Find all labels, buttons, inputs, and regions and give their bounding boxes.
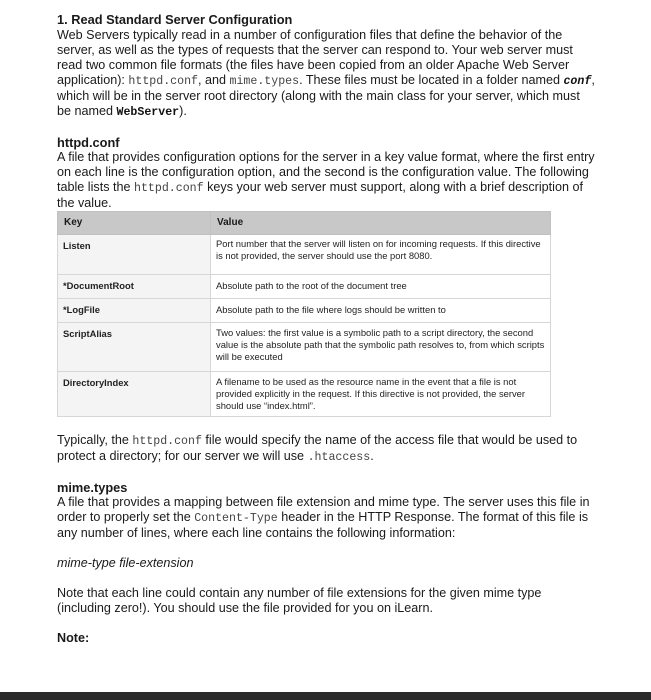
column-header-key: Key bbox=[58, 212, 211, 235]
note-label: Note: bbox=[57, 631, 90, 645]
mime-types-heading: mime.types bbox=[57, 480, 128, 495]
row-value: Port number that the server will listen on for incoming requests. If this directive is not provided, the server should use the port 8080. bbox=[211, 235, 551, 275]
mime-types-paragraph bbox=[57, 495, 597, 541]
typically-text-c: . bbox=[370, 449, 374, 463]
row-key: ScriptAlias bbox=[58, 323, 211, 372]
table-row bbox=[58, 372, 551, 417]
httpd-conf-paragraph bbox=[57, 150, 597, 211]
intro-paragraph bbox=[57, 28, 597, 120]
row-key: DirectoryIndex bbox=[58, 372, 211, 417]
intro-text-d: , which will be in the server root directory (along with the main class for your server, which must be named bbox=[57, 73, 595, 118]
typically-paragraph bbox=[57, 433, 597, 465]
table-row bbox=[58, 275, 551, 299]
intro-text-b: , and bbox=[197, 73, 230, 87]
table-row bbox=[58, 323, 551, 372]
mime-text-a: A file that provides a mapping between file extension and mime type. The server uses this file in order to properly set the bbox=[57, 495, 590, 524]
code-httpd-conf-3: httpd.conf bbox=[132, 435, 202, 448]
mime-format-line: mime-type file-extension bbox=[57, 556, 194, 570]
httpd-text-b: keys your web server must support, along with a brief description of the value. bbox=[57, 180, 583, 210]
intro-text-a: Web Servers typically read in a number of configuration files that define the behavior of the server, as well as the types of requests that the server can respond to. Your web server must read two common file formats (the files have been copied from an older Apache Web Server application): bbox=[57, 28, 573, 87]
code-httpd-conf-2: httpd.conf bbox=[134, 182, 204, 195]
table-header-row bbox=[58, 212, 551, 235]
note-paragraph: Note that each line could contain any number of file extensions for the given mime type (including zero!). You should use the file provided for you on iLearn. bbox=[57, 586, 542, 615]
httpd-text-a: A file that provides configuration options for the server in a key value format, where the first entry on each line is the configuration option, and the second is the configuration value. The following table lists the bbox=[57, 150, 595, 194]
mime-text-b: header in the HTTP Response. The format of this file is any number of lines, where each line contains the following information: bbox=[57, 510, 589, 540]
row-key: *DocumentRoot bbox=[58, 275, 211, 299]
code-conf-folder: conf bbox=[563, 75, 592, 88]
column-header-value: Value bbox=[211, 212, 551, 235]
code-webserver-class: WebServer bbox=[116, 106, 180, 119]
table-row bbox=[58, 299, 551, 323]
code-content-type: Content-Type bbox=[194, 512, 278, 525]
row-key: *LogFile bbox=[58, 299, 211, 323]
row-value: Absolute path to the file where logs should be written to bbox=[211, 299, 551, 323]
config-keys-table bbox=[57, 211, 551, 417]
intro-text-e: ). bbox=[179, 104, 187, 118]
typically-text-a: Typically, the bbox=[57, 433, 133, 447]
row-key: Listen bbox=[58, 235, 211, 275]
bottom-bar bbox=[0, 692, 651, 700]
row-value: A filename to be used as the resource name in the event that a file is not provided explicitly in the request. If this directive is not provided, the server should use “index.html”. bbox=[211, 372, 551, 417]
typically-text-b: file would specify the name of the access file that would be used to protect a directory; for our server we will use bbox=[57, 433, 578, 463]
intro-text-c: . These files must be located in a folder named bbox=[299, 73, 564, 87]
code-httpd-conf: httpd.conf bbox=[128, 75, 198, 88]
row-value: Absolute path to the root of the document tree bbox=[211, 275, 551, 299]
table-row bbox=[58, 235, 551, 275]
httpd-conf-heading: httpd.conf bbox=[57, 135, 120, 150]
row-value: Two values: the first value is a symbolic path to a script directory, the second value is the absolute path that the symbolic path resolves to, from which scripts will be executed bbox=[211, 323, 551, 372]
code-mime-types: mime.types bbox=[229, 75, 300, 88]
section-heading-read-config: 1. Read Standard Server Configuration bbox=[57, 12, 293, 27]
document-page bbox=[57, 12, 597, 646]
code-htaccess: .htaccess bbox=[307, 451, 371, 464]
